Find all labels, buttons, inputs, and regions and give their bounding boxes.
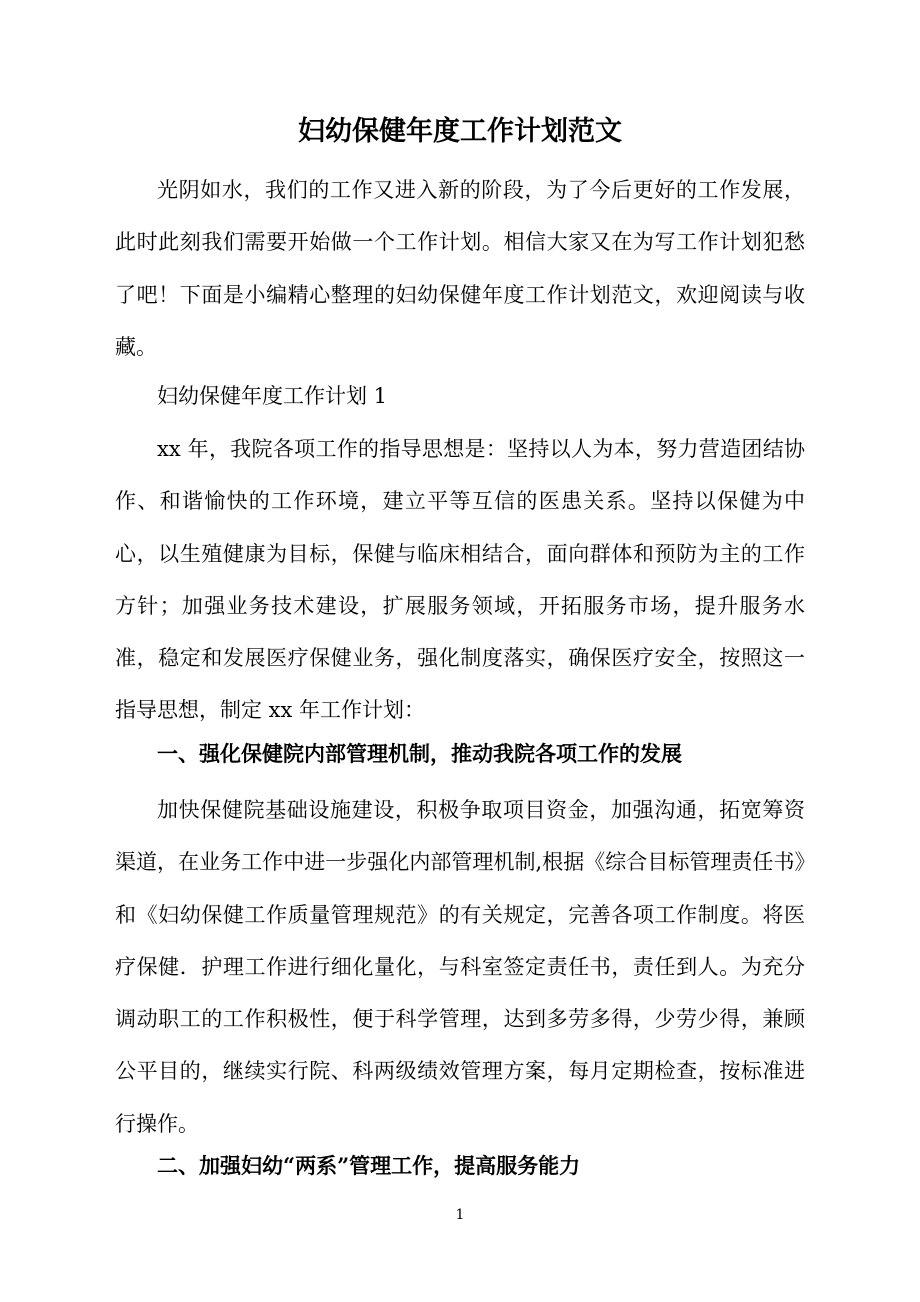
management-paragraph: 加快保健院基础设施建设，积极争取项目资金，加强沟通，拓宽筹资渠道，在业务工作中进一步强化内部管理机制,根据《综合目标管理责任书》和《妇幼保健工作质量管理规范》的有关规定，完善各项工作制度。将医疗保健．护理工作进行细化量化，与科室签定责任书，责任到人。为充分调动职工的工作积极性，便于科学管理，达到多劳多得，少劳少得，兼顾公平目的，继续实行院、科两级绩效管理方案，每月定期检查，按标准进行操作。 [115,798,805,1136]
intro-paragraph: 光阴如水，我们的工作又进入新的阶段，为了今后更好的工作发展，此时此刻我们需要开始做一个工作计划。相信大家又在为写工作计划犯愁了吧！下面是小编精心整理的妇幼保健年度工作计划范文，欢迎阅读与收藏。 [115,178,805,359]
page-number: 1 [455,1207,465,1223]
plan-subheading: 妇幼保健年度工作计划 1 [157,384,388,408]
document-title: 妇幼保健年度工作计划范文 [298,116,622,147]
guiding-ideology-paragraph: xx 年，我院各项工作的指导思想是：坚持以人为本，努力营造团结协作、和谐愉快的工作环境，建立平等互信的医患关系。坚持以保健为中心，以生殖健康为目标，保健与临床相结合，面向群体和预防为主的工作方针；加强业务技术建设，扩展服务领域，开拓服务市场，提升服务水准，稳定和发展医疗保健业务，强化制度落实，确保医疗安全，按照这一指导思想，制定 xx 年工作计划： [115,437,805,723]
section-heading-1: 一、强化保健院内部管理机制，推动我院各项工作的发展 [157,741,682,766]
section-heading-2: 二、加强妇幼“两系”管理工作，提高服务能力 [157,1153,581,1178]
